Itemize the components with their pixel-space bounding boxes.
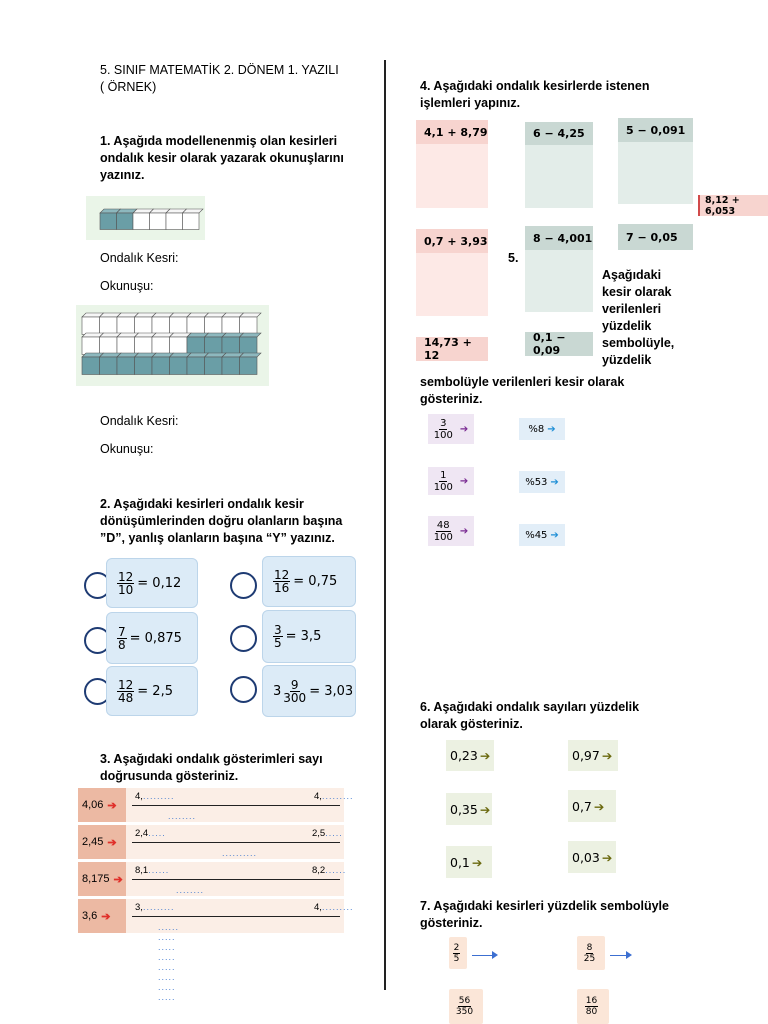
number-line-blanks: ........ [168,811,197,821]
exam-title: 5. SINIF MATEMATİK 2. DÖNEM 1. YAZILI [100,63,339,77]
cube-filled [205,337,223,355]
cube-empty [100,337,118,355]
op-box-2: 6 − 4,25 [525,122,593,145]
cube-empty [183,213,200,230]
q5-fraction-chip-2: $\frac{1}{100}$ ➔ [428,467,474,495]
cube-empty [240,317,258,335]
cube-empty [205,317,223,335]
answer-circle[interactable] [230,676,257,703]
q5-title-tail: sembolüyle verilenleri kesir olarak gösteriniz. [420,375,625,406]
answer-circle[interactable] [230,572,257,599]
q6-value-chip-6: 0,03 ➔ [568,841,616,873]
exam-subtitle: ( ÖRNEK) [100,80,157,94]
q7-fraction-chip-3: $\frac{56}{350}$ [449,989,483,1024]
q6-value-chip-5: 0,1 ➔ [446,846,492,878]
op-box-5: 0,7 + 3,93 [416,229,488,253]
number-line-label: 4,06 ➔ [78,788,126,822]
cube-empty [187,317,205,335]
op-box-3: 5 − 0,091 [618,118,693,142]
q1-reading-label-1: Okunuşu: [100,279,154,293]
op-work-area-3[interactable] [618,142,693,204]
number-line-right: 2,5..... [312,828,343,839]
q5-fraction-chip-3: $\frac{48}{100}$ ➔ [428,516,474,546]
grid-cubes-svg [76,305,269,386]
q7-fraction-chip-1: $\frac{2}{5}$ [449,937,467,969]
cube-top [240,313,262,317]
q7-fraction-chip-2: $\frac{8}{25}$ [577,936,605,970]
fraction-card: 3 $\frac{9}{300}$ = 3,03 [262,665,356,717]
number-line-left: 8,1...... [135,865,170,876]
cube-filled [170,357,188,375]
op-work-area-1[interactable] [416,144,488,208]
cube-filled [135,357,153,375]
number-line-blanks: ...... ..... ..... ..... ..... ..... ..... ..... [158,922,180,1002]
fraction-card: $\frac{7}{8}$ = 0,875 [106,612,198,664]
decimal-strip-model [86,196,205,240]
number-line-left: 4,......... [135,791,175,802]
op-work-area-6[interactable] [525,250,593,312]
q3-title: 3. Aşağıdaki ondalık gösterimleri sayı doğrusunda gösteriniz. [100,752,323,783]
op-box-6: 8 − 4,001 [525,226,593,250]
cube-empty [170,337,188,355]
q6-value-chip-2: 0,97 ➔ [568,740,618,771]
cube-filled [240,337,258,355]
number-line-right: 4,......... [314,902,354,913]
cube-empty [135,317,153,335]
q6-value-chip-4: 0,7 ➔ [568,790,616,822]
q6-title: 6. Aşağıdaki ondalık sayıları yüzdelik olarak gösteriniz. [420,700,640,731]
op-box-4: 8,12 + 6,053 [698,195,768,216]
cube-empty [222,317,240,335]
fraction-card: $\frac{3}{5}$ = 3,5 [262,610,356,663]
q5-percent-chip-2: %53 ➔ [519,471,565,493]
q6-value-chip-1: 0,23 ➔ [446,740,494,771]
arrow-head-icon [626,951,632,959]
number-line-blanks: ........ [176,885,205,895]
cube-filled [187,337,205,355]
cube-top [240,353,262,357]
op-work-area-2[interactable] [525,145,593,208]
q5-percent-chip-3: %45 ➔ [519,524,565,546]
cube-filled [100,357,118,375]
q7-fraction-chip-4: $\frac{16}{80}$ [577,989,609,1024]
cube-filled [117,357,135,375]
decimal-grid-model [76,305,269,386]
q7-title: 7. Aşağıdaki kesirleri yüzdelik sembolüyle gösteriniz. [420,899,669,930]
number-line-label: 2,45 ➔ [78,825,126,859]
cube-filled [205,357,223,375]
number-line [132,916,340,917]
cube-empty [166,213,183,230]
cube-empty [152,337,170,355]
answer-circle[interactable] [230,625,257,652]
cube-empty [135,337,153,355]
cube-empty [133,213,150,230]
cube-top [240,333,262,337]
cube-empty [152,317,170,335]
number-line [132,879,340,880]
cube-empty [117,337,135,355]
q1-reading-label-2: Okunuşu: [100,442,154,456]
number-line-left: 2,4..... [135,828,166,839]
op-box-8: 14,73 + 12 [416,337,488,361]
q1-title: 1. Aşağıda modellenenmiş olan kesirleri ondalık kesir olarak yazarak okunuşlarını yazınız. [100,134,344,182]
cube-filled [117,213,134,230]
cube-filled [222,337,240,355]
cube-empty [82,317,100,335]
q5-title-block: Aşağıdaki kesir olarak verilenleri yüzdelik sembolüyle, yüzdelik [602,268,675,367]
q1-decimal-label-2: Ondalık Kesri: [100,414,179,428]
q6-value-chip-3: 0,35 ➔ [446,793,492,825]
q2-title: 2. Aşağıdaki kesirleri ondalık kesir dönüşümlerinden doğru olanların başına ”D”, yanlış olanların başına “Y” yazınız. [100,497,343,545]
q5-percent-chip-1: %8 ➔ [519,418,565,440]
strip-cubes-svg [86,196,205,240]
number-line-blanks: .......... [222,848,258,858]
op-box-1: 4,1 + 8,79 [416,120,488,144]
cube-empty [117,317,135,335]
cube-empty [170,317,188,335]
cube-filled [152,357,170,375]
number-line-label: 8,175 ➔ [78,862,126,896]
q4-title: 4. Aşağıdaki ondalık kesirlerde istenen işlemleri yapınız. [420,79,650,110]
exam-header [100,62,360,96]
cube-empty [150,213,167,230]
cube-top [183,209,204,213]
cube-filled [100,213,117,230]
q5-number: 5. [508,251,519,265]
op-work-area-5[interactable] [416,253,488,316]
op-box-7: 7 − 0,05 [618,224,693,250]
cube-empty [100,317,118,335]
fraction-card: $\frac{12}{16}$ = 0,75 [262,556,356,607]
op-box-9: 0,1 − 0,09 [525,332,593,356]
q5-fraction-chip-1: $\frac{3}{100}$ ➔ [428,414,474,444]
cube-filled [187,357,205,375]
number-line-left: 3,......... [135,902,175,913]
cube-filled [240,357,258,375]
column-divider [384,60,386,990]
q1-decimal-label-1: Ondalık Kesri: [100,251,179,265]
number-line-right: 4,......... [314,791,354,802]
cube-filled [82,357,100,375]
arrow-head-icon [492,951,498,959]
number-line [132,842,340,843]
cube-filled [222,357,240,375]
number-line-label: 3,6 ➔ [78,899,126,933]
number-line-right: 8,2...... [312,865,347,876]
fraction-card: $\frac{12}{48}$ = 2,5 [106,666,198,716]
fraction-card: $\frac{12}{10}$ = 0,12 [106,558,198,608]
number-line [132,805,340,806]
cube-empty [82,337,100,355]
